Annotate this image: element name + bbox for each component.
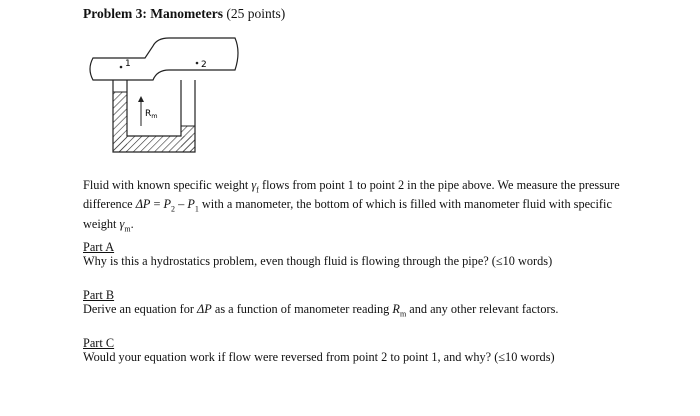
part-a-label: Part A [83,240,115,254]
reading-arrowhead [138,96,144,102]
problem-title [83,6,285,22]
part-c-question: Would your equation work if flow were reversed from point 2 to point 1, and why? (≤10 words) [83,350,555,364]
problem-points: (25 points) [226,6,286,21]
manometer-right-leg-fill [181,126,195,152]
reading-label: $R_m$ [145,109,158,120]
point-1-marker [120,66,123,69]
intro-paragraph: Fluid with known specific weight $\gamma_f$ flows from point 1 to point 2 in the pipe above. We measure the pressure difference $\Delta P = P_2 - P_1$ with a manometer, the bottom of which is filled with manometer fluid with specific weight $\gamma_m$. [83,178,620,234]
point-1-label: 1 [125,59,131,69]
part-a-question: Why is this a hydrostatics problem, even though fluid is flowing through the pipe? (≤10 words) [83,254,553,268]
part-b-question: Derive an equation for ΔP as a function of manometer reading $R_m$ and any other relevant factors. [83,302,559,319]
part-c-label: Part C [83,336,115,350]
problem-heading: Problem 3: Manometers [83,6,223,21]
manometer-tube-inner [127,80,181,136]
pipe-outline [90,38,238,80]
manometer-figure [85,30,245,158]
point-2-label: 2 [201,60,207,70]
part-b-label: Part B [83,288,115,302]
point-2-marker [196,62,199,65]
